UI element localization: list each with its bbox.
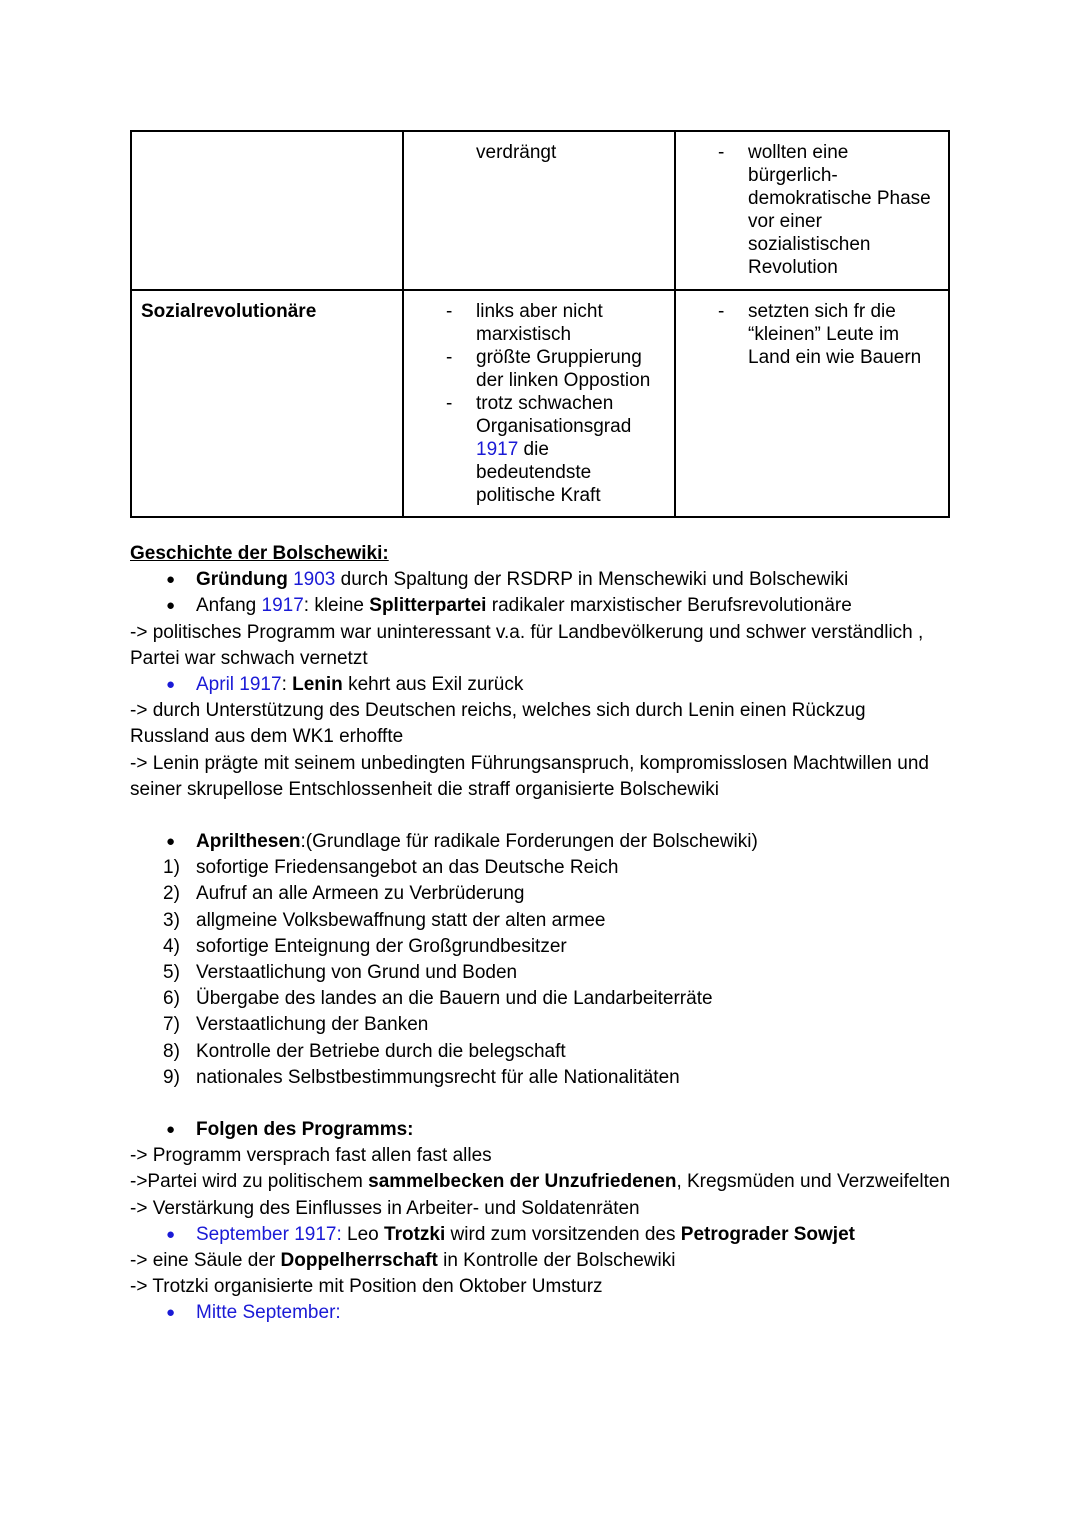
list-item-text: die bedeutendste politische Kraft	[476, 439, 601, 506]
table-cell-goals	[675, 290, 949, 517]
table-row	[131, 131, 949, 290]
cell-text: verdrängt	[476, 142, 557, 163]
bullet-item: ● Aprilthesen:(Grundlage für radikale Forderungen der Bolschewiki)	[130, 829, 950, 855]
note-line: -> Trotzki organisierte mit Position den Oktober Umsturz	[130, 1276, 603, 1298]
list-item: - wollten eine bürgerlich-demokratische Phase vor einer sozialistischen Revolution	[684, 141, 940, 279]
table-cell-characteristics	[403, 290, 675, 517]
list-item: - links aber nicht marxistisch	[412, 300, 666, 346]
note-line: -> eine Säule der Doppelherrschaft in Kontrolle der Bolschewiki	[130, 1250, 676, 1272]
table-cell-goals	[675, 131, 949, 290]
numbered-item: 8) Kontrolle der Betriebe durch die belegschaft	[163, 1040, 566, 1062]
section-heading: Geschichte der Bolschewiki:	[130, 543, 389, 564]
table-cell-party	[131, 290, 403, 517]
note-line: -> Lenin prägte mit seinem unbedingten Führungsanspruch, kompromisslosen Machtwillen und seiner skrupellose Entschlossenheit die straff organisierte Bolschewiki	[130, 752, 929, 800]
dash-list	[684, 300, 940, 369]
bullet-item: ● Gründung 1903 durch Spaltung der RSDRP in Menschewiki und Bolschewiki	[130, 567, 950, 593]
note-line: -> Programm versprach fast allen fast alles	[130, 1145, 492, 1167]
bullet-icon: ●	[166, 1304, 176, 1322]
bullet-item: ● Mitte September:	[130, 1300, 950, 1326]
numbered-item: 4) sofortige Enteignung der Großgrundbesitzer	[163, 935, 567, 957]
history-section	[130, 541, 950, 1327]
bullet-item: ● Anfang 1917: kleine Splitterpartei radikaler marxistischer Berufsrevolutionäre	[130, 593, 950, 619]
bullet-icon: ●	[166, 571, 176, 589]
bullet-item: ● September 1917: Leo Trotzki wird zum vorsitzenden des Petrograder Sowjet	[130, 1222, 950, 1248]
note-line: -> durch Unterstützung des Deutschen reichs, welches sich durch Lenin einen Rückzug Russland aus dem WK1 erhoffte	[130, 700, 866, 748]
bullet-icon: ●	[166, 1225, 176, 1243]
note-line: ->Partei wird zu politischem sammelbecken der Unzufriedenen, Kregsmüden und Verzweifelten	[130, 1171, 951, 1193]
bullet-icon: ●	[166, 676, 176, 694]
bullet-icon: ●	[166, 597, 176, 615]
bullet-item: ● April 1917: Lenin kehrt aus Exil zurück	[130, 672, 950, 698]
bullet-item: ● Folgen des Programms:	[130, 1117, 950, 1143]
list-item-text: trotz schwachen Organisationsgrad	[476, 393, 632, 437]
party-name: Sozialrevolutionäre	[141, 301, 317, 322]
bullet-icon: ●	[166, 1121, 176, 1139]
note-line: -> Verstärkung des Einflusses in Arbeiter- und Soldatenräten	[130, 1197, 640, 1219]
list-item: - größte Gruppierung der linken Oppostion	[412, 346, 666, 392]
list-item	[412, 392, 666, 507]
dash-list	[684, 141, 940, 279]
numbered-item: 2) Aufruf an alle Armeen zu Verbrüderung	[163, 883, 525, 905]
numbered-item: 3) allgmeine Volksbewaffnung statt der alten armee	[163, 909, 606, 931]
year: 1917	[476, 439, 519, 460]
note-line: -> politisches Programm war uninteressant v.a. für Landbevölkerung und schwer verständlich , Partei war schwach vernetzt	[130, 621, 924, 669]
table-cell-characteristics	[403, 131, 675, 290]
bullet-icon: ●	[166, 833, 176, 851]
table-cell-party	[131, 131, 403, 290]
numbered-item: 1) sofortige Friedensangebot an das Deutsche Reich	[163, 857, 619, 879]
numbered-item: 9) nationales Selbstbestimmungsrecht für alle Nationalitäten	[163, 1066, 680, 1088]
numbered-item: 7) Verstaatlichung der Banken	[163, 1014, 429, 1036]
numbered-item: 5) Verstaatlichung von Grund und Boden	[163, 962, 518, 984]
table-row	[131, 290, 949, 517]
dash-list	[412, 300, 666, 507]
parties-table	[130, 130, 950, 518]
list-item: - setzten sich fr die “kleinen” Leute im Land ein wie Bauern	[684, 300, 940, 369]
numbered-item: 6) Übergabe des landes an die Bauern und die Landarbeiterräte	[163, 988, 713, 1010]
